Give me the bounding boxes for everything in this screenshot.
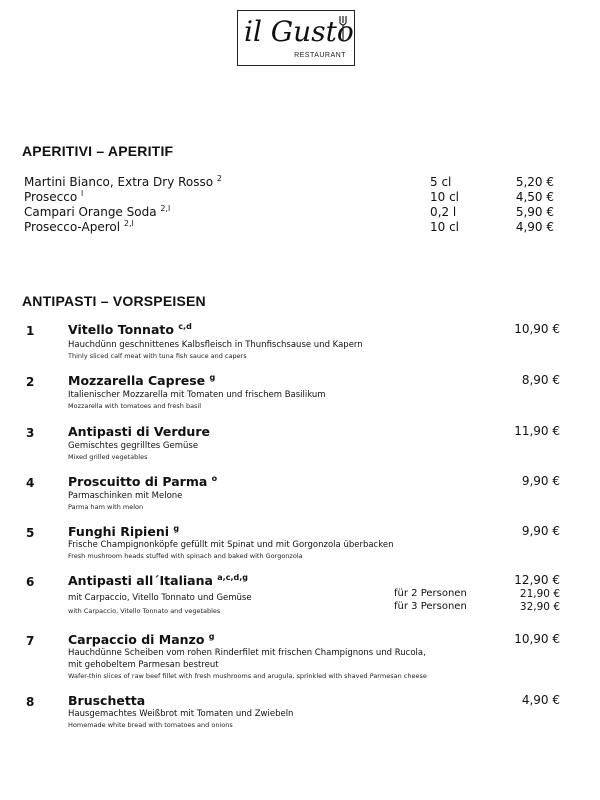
aperitif-volume: 10 cl xyxy=(430,220,460,234)
aperitif-row xyxy=(24,175,554,191)
dish-description-de: mit Carpaccio, Vitello Tonnato und Gemüse xyxy=(68,593,252,603)
portion-price: 21,90 € xyxy=(519,588,560,600)
fork-icon xyxy=(338,15,348,41)
dish-price: 11,90 € xyxy=(514,424,560,438)
dish-number: 4 xyxy=(26,476,35,490)
dish-price: 9,90 € xyxy=(521,474,560,488)
dish-number: 2 xyxy=(26,375,35,389)
aperitif-name: Martini Bianco, Extra Dry Rosso $^2$ xyxy=(24,174,223,189)
portion-price: 32,90 € xyxy=(519,601,560,613)
aperitif-volume: 0,2 l xyxy=(430,205,457,219)
dish-description-en: Fresh mushroom heads stuffed with spinach and baked with Gorgonzola xyxy=(68,552,303,560)
dish-description-de: Italienischer Mozzarella mit Tomaten und frischem Basilikum xyxy=(68,390,326,400)
dish-name: Antipasti di Verdure xyxy=(68,424,210,439)
aperitivi-title: APERITIVI – APERITIF xyxy=(22,143,174,159)
aperitif-name: Prosecco-Aperol $^{2,l}$ xyxy=(24,219,134,234)
logo-subtitle: RESTAURANT xyxy=(294,52,346,59)
dish-number: 8 xyxy=(26,695,35,709)
dish-price: 10,90 € xyxy=(514,632,560,646)
dish-description-de: Frische Champignonköpfe gefüllt mit Spinat und mit Gorgonzola überbacken xyxy=(68,540,394,550)
dish-description-de: Hausgemachtes Weißbrot mit Tomaten und Zwiebeln xyxy=(68,709,294,719)
dish-description-en: Wafer-thin slices of raw beef fillet with fresh mushrooms and arugula, sprinkled with shaved Parmesan cheese xyxy=(68,672,427,680)
dish-description-en: Parma ham with melon xyxy=(68,503,144,511)
dish-description-de: Hauchdünn geschnittenes Kalbsfleisch in Thunfischsause und Kapern xyxy=(68,340,363,350)
dish-name: Bruschetta xyxy=(68,693,146,708)
portion-label: für 2 Personen xyxy=(394,588,467,599)
aperitif-volume: 10 cl xyxy=(430,190,460,204)
aperitif-price: 4,90 € xyxy=(515,220,554,234)
dish-number: 1 xyxy=(26,324,35,338)
dish-number: 7 xyxy=(26,634,35,648)
dish-description-en: with Carpaccio, Vitello Tonnato and vegetables xyxy=(68,607,221,615)
dish-description-de: Hauchdünne Scheiben vom rohen Rinderfilet mit frischen Champignons und Rucola, xyxy=(68,648,426,658)
aperitif-price: 5,20 € xyxy=(515,175,554,189)
dish-name: Mozzarella Caprese $^g$ xyxy=(68,372,216,388)
dish-name: Carpaccio di Manzo $^g$ xyxy=(68,631,215,647)
antipasti-title: ANTIPASTI – VORSPEISEN xyxy=(22,293,206,309)
dish-description-de: mit gehobeltem Parmesan bestreut xyxy=(68,660,219,670)
dish-description-de: Gemischtes gegrilltes Gemüse xyxy=(68,441,199,451)
dish-description-de: Parmaschinken mit Melone xyxy=(68,491,183,501)
aperitif-price: 4,50 € xyxy=(515,190,554,204)
dish-description-en: Homemade white bread with tomatoes and onions xyxy=(68,721,233,729)
dish-name: Vitello Tonnato $^{c,d}$ xyxy=(68,321,192,337)
dish-number: 5 xyxy=(26,526,35,540)
aperitif-row xyxy=(24,220,554,236)
dish-description-en: Thinly sliced calf meat with tuna fish sauce and capers xyxy=(68,352,247,360)
restaurant-logo xyxy=(237,10,355,66)
dish-price: 10,90 € xyxy=(514,322,560,336)
dish-name: Funghi Ripieni $^g$ xyxy=(68,523,180,539)
aperitif-name: Prosecco $^l$ xyxy=(24,189,84,204)
aperitif-price: 5,90 € xyxy=(515,205,554,219)
dish-description-en: Mozzarella with tomatoes and fresh basil xyxy=(68,402,202,410)
dish-price: 8,90 € xyxy=(521,373,560,387)
portion-label: für 3 Personen xyxy=(394,601,467,612)
aperitif-volume: 5 cl xyxy=(430,175,452,189)
aperitif-name: Campari Orange Soda $^{2,l}$ xyxy=(24,204,171,219)
dish-number: 6 xyxy=(26,575,35,589)
dish-name: Antipasti all´Italiana $^{a,c,d,g}$ xyxy=(68,572,248,588)
dish-number: 3 xyxy=(26,426,35,440)
dish-name: Proscuitto di Parma $^o$ xyxy=(68,473,218,489)
aperitif-row xyxy=(24,205,554,221)
dish-price: 12,90 € xyxy=(514,573,560,587)
aperitif-row xyxy=(24,190,554,206)
dish-price: 4,90 € xyxy=(521,693,560,707)
dish-description-en: Mixed grilled vegetables xyxy=(68,453,148,461)
logo-text: il Gusto xyxy=(244,15,354,48)
dish-price: 9,90 € xyxy=(521,524,560,538)
